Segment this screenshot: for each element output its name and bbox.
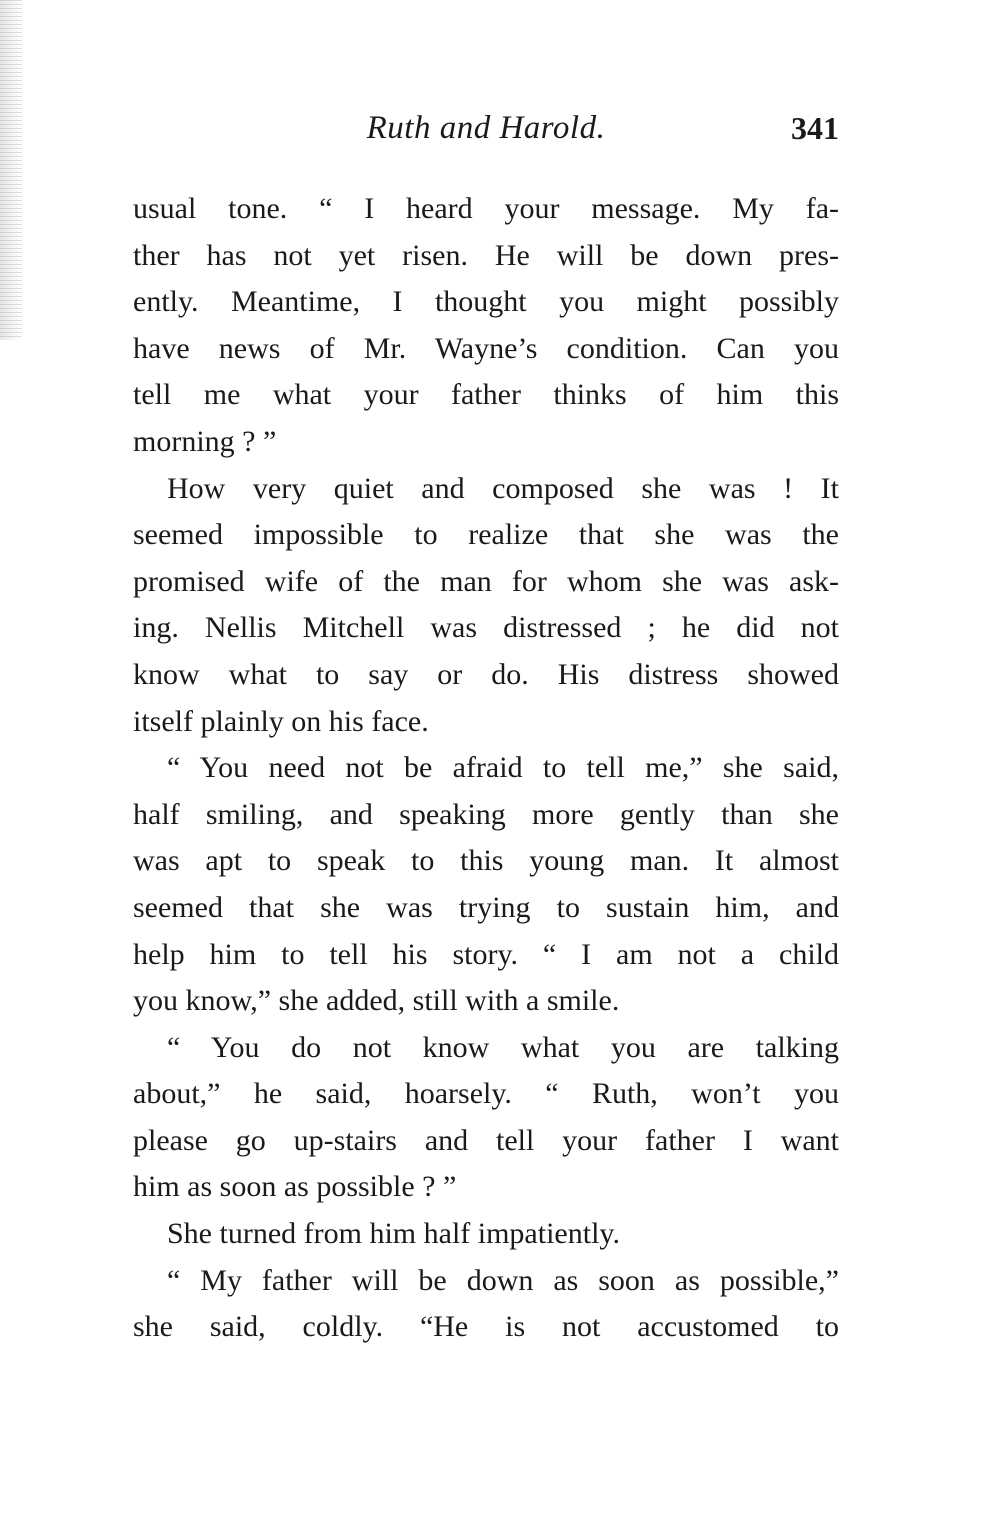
- text-line: She turned from him half impatiently.: [167, 1217, 620, 1251]
- text-line: ther has not yet risen. He will be down pres-: [133, 238, 839, 272]
- text-line: promised wife of the man for whom she was ask-: [133, 564, 839, 598]
- text-line: help him to tell his story. “ I am not a child: [133, 937, 839, 971]
- running-head: [133, 103, 839, 153]
- page-edge-shadow: [0, 0, 22, 340]
- text-line: “ You need not be afraid to tell me,” she said,: [167, 751, 839, 785]
- text-line: “ My father will be down as soon as possible,”: [167, 1263, 839, 1297]
- text-line: about,” he said, hoarsely. “ Ruth, won’t you: [133, 1077, 839, 1111]
- text-line: was apt to speak to this young man. It almost: [133, 844, 839, 878]
- text-line: ently. Meantime, I thought you might possibly: [133, 285, 839, 319]
- running-title: Ruth and Harold.: [366, 110, 606, 146]
- text-line: itself plainly on his face.: [133, 704, 429, 738]
- text-line: seemed impossible to realize that she was the: [133, 518, 839, 552]
- text-line: morning ? ”: [133, 424, 277, 458]
- text-line: tell me what your father thinks of him this: [133, 378, 839, 412]
- text-line: she said, coldly. “He is not accustomed to: [133, 1310, 839, 1344]
- text-line: have news of Mr. Wayne’s condition. Can you: [133, 331, 839, 365]
- text-line: you know,” she added, still with a smile.: [133, 984, 620, 1018]
- text-line: How very quiet and composed she was ! It: [167, 471, 839, 505]
- text-line: seemed that she was trying to sustain him, and: [133, 890, 839, 924]
- text-line: know what to say or do. His distress showed: [133, 657, 839, 691]
- text-line: half smiling, and speaking more gently than she: [133, 797, 839, 831]
- body-text: [133, 186, 839, 1351]
- text-line: usual tone. “ I heard your message. My fa-: [133, 192, 839, 225]
- page-number: 341: [791, 110, 839, 146]
- text-line: him as soon as possible ? ”: [133, 1170, 457, 1204]
- text-line: please go up-stairs and tell your father I want: [133, 1123, 839, 1157]
- text-line: ing. Nellis Mitchell was distressed ; he did not: [133, 611, 839, 645]
- text-line: “ You do not know what you are talking: [167, 1030, 839, 1064]
